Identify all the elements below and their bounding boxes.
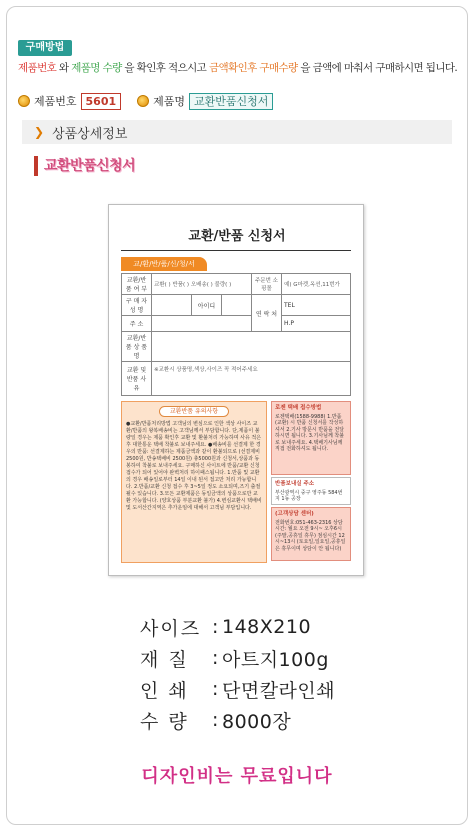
tel-field: TEL xyxy=(282,295,351,316)
spec-separator: : xyxy=(212,616,219,638)
spec-value: 단면칼라인쇄 xyxy=(222,679,336,702)
instr-text-3: 을 금액에 마춰서 구매하시면 됩니다. xyxy=(297,62,458,74)
reason-hint: ※교환시 상품명,색상,사이즈 꼭 적어주세요 xyxy=(152,362,351,396)
form-tab: 교/환/반/품/신/청/서 xyxy=(121,257,207,271)
table-row xyxy=(122,332,351,362)
instr-amount-qty: 금액확인후 구매수량 xyxy=(208,62,298,74)
product-name-label: 제품명 xyxy=(153,95,186,108)
order-value: 예) G마켓,옥션,11번가 xyxy=(282,274,351,295)
spec-label: 재 질 xyxy=(140,648,189,671)
spec-print xyxy=(140,674,380,704)
form-title: 교환/반품 신청서 xyxy=(188,229,286,244)
instr-text-2: 을 확인후 적으시고 xyxy=(121,62,209,74)
notice-box xyxy=(121,401,267,563)
spec-label: 수 량 xyxy=(140,710,189,733)
return-address-title: 반품보내실 주소 xyxy=(275,481,315,487)
spec-value: 8000장 xyxy=(222,710,292,733)
purchase-method-badge: 구매방법 xyxy=(18,40,72,56)
return-address-body: 부산광역시 중구 영주동 584번지 1동 공장 xyxy=(275,489,343,502)
support-title: (고객상담 센터) xyxy=(275,511,314,517)
form-preview-image xyxy=(108,204,364,576)
product-detail-header xyxy=(22,120,452,144)
table-row xyxy=(122,362,351,396)
reason-label: 교환 및 반품 사유 xyxy=(122,362,152,396)
section-title-tag: 교환반품신청서 xyxy=(34,156,142,176)
spec-value: 148X210 xyxy=(222,616,312,638)
address-label: 주 소 xyxy=(122,316,152,332)
instr-text-1: 와 xyxy=(56,62,72,74)
form-title-rule xyxy=(121,250,351,251)
instr-product-code: 제품번호 xyxy=(18,62,57,74)
spec-list xyxy=(140,612,380,736)
table-row xyxy=(122,274,351,295)
chevron-right-icon: ❯ xyxy=(34,125,45,139)
buyer-value xyxy=(152,295,192,316)
table-row xyxy=(122,295,351,316)
spec-size xyxy=(140,612,380,642)
courier-body: 로젠택배(1588-9988) 1.반품(교환) 시 반품 신청서를 작성하셔서 2.기사 방문시 반품을 전달하시면 됩니다. 3.기사님께 착불로 보내주세요. 4.택배기사님께 직접 전화하셔도 됩니다. xyxy=(275,413,345,452)
support-body: 전화번호:051-463-2316 상담시간: 월요 오전 9시~ 오후6시(주말,공휴일 휴무) 점심시간 12시~13시 (토요일,일요일,공휴일은 휴무이며 상담이 안 됩니다) xyxy=(275,519,346,552)
product-value xyxy=(152,332,351,362)
spec-material xyxy=(140,643,380,673)
spec-separator: : xyxy=(212,709,219,731)
id-label: 아이디 xyxy=(192,295,222,316)
buyer-label: 구 매 자 성 명 xyxy=(122,295,152,316)
spec-value: 아트지100g xyxy=(222,648,329,671)
return-address-box xyxy=(271,477,351,505)
notice-body: ●교환/반품처리방법 고객님의 변심으로 인한 색상 사이즈 교환/반품의 왕복배송비는 고객님께서 부담합니다. 단,제품이 불량일 경우는 제품 확인후 교환 및 환불처리 가능하며 사유 적은 후 대한통운 택배 착불로 보내주세요. ●배송비를 선결제 한 경우의 반품: 선결제하는 제품금액과 같이 환불되므로 (선결제비2500원, 반송택배비 2500원) 총5000원과 신청서,상품과 동봉하여 착불로 보내주세요. 구매하신 사이트에 반품/교환 신청접수가 되어 있어야 완벽처리 하이패스됩니다. 1.반품 및 교환의 경우 배송일로부터 14일 이내 된서 접고만 처리 가능합니다. 2.반품/교환 신청 접수 후 3~5일 정도 소요되며,즈기 출절될수 있습니다. 3.모든 교환제품은 동일금액의 상품으로만 교환 가능합니다. (양호상품 부분교환 불가) 4.변심교환시 택배비 및 도서산간지역은 추가운임에 대해서 고객님 부담입니다. xyxy=(126,421,262,511)
contact-label: 연 락 처 xyxy=(252,295,282,332)
product-code-value: 5601 xyxy=(81,93,122,110)
product-label: 교환/반품 상 품 명 xyxy=(122,332,152,362)
bullet-icon xyxy=(137,95,149,107)
id-value xyxy=(222,295,252,316)
free-design-notice: 디자인비는 무료입니다 xyxy=(141,766,333,787)
spec-label: 인 쇄 xyxy=(140,679,189,702)
courier-box xyxy=(271,401,351,475)
instr-product-name-qty: 제품명 수량 xyxy=(71,62,122,74)
product-name-value: 교환반품신청서 xyxy=(189,93,273,110)
spec-quantity xyxy=(140,705,380,735)
support-box xyxy=(271,507,351,561)
purchase-instructions xyxy=(18,60,464,75)
spec-separator: : xyxy=(212,678,219,700)
side-info xyxy=(271,401,351,563)
type-label: 교환/반품 여 부 xyxy=(122,274,152,295)
order-label: 주문번 소핑몰 xyxy=(252,274,282,295)
product-detail-heading: 상품상세정보 xyxy=(52,126,128,142)
bullet-icon xyxy=(18,95,30,107)
notice-title: 교환반품 유의사항 xyxy=(159,406,229,417)
table-row xyxy=(122,316,351,332)
courier-title: 로젠 택배 접수방법 xyxy=(275,405,322,411)
spec-separator: : xyxy=(212,647,219,669)
product-info-row xyxy=(18,92,273,110)
type-options: 교환( ) 반품( ) 오배송( ) 불량( ) xyxy=(152,274,252,295)
hp-field: H.P xyxy=(282,316,351,332)
form-table xyxy=(121,273,351,396)
address-value xyxy=(152,316,252,332)
spec-label: 사이즈 xyxy=(140,617,202,640)
product-code-label: 제품번호 xyxy=(34,95,77,108)
